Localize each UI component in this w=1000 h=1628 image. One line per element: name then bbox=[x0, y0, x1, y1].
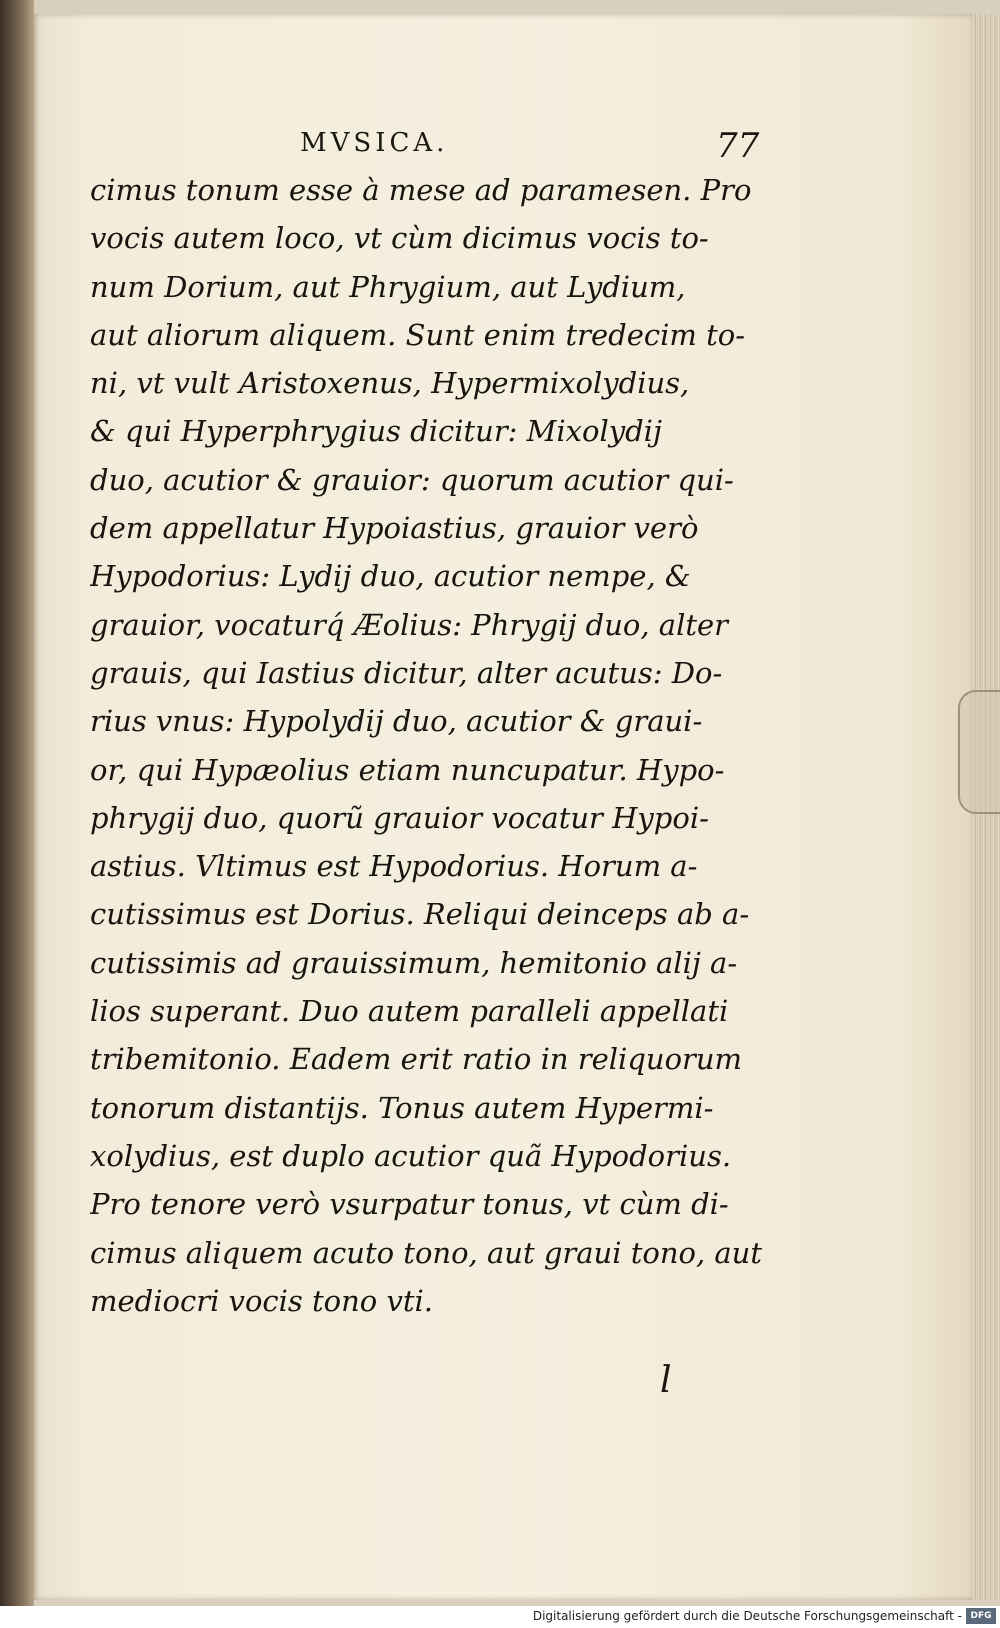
text-line: cimus tonum esse à mese ad paramesen. Pro bbox=[90, 173, 752, 207]
signature-mark: l bbox=[660, 1360, 672, 1401]
text-line: mediocri vocis tono vti. bbox=[90, 1283, 434, 1318]
text-line: cutissimis ad grauissimum, hemitonio alij a- bbox=[90, 945, 738, 980]
text-line: ni, vt vult Aristoxenus, Hypermixolydius, bbox=[90, 366, 690, 401]
text-line: num Dorium, aut Phrygium, aut Lydium, bbox=[90, 269, 686, 304]
text-line: aut aliorum aliquem. Sunt enim tredecim to- bbox=[90, 317, 746, 352]
digitization-credit: Digitalisierung gefördert durch die Deutsche Forschungsgemeinschaft - bbox=[532, 1609, 962, 1623]
body-text bbox=[90, 166, 790, 1325]
page-clip bbox=[958, 690, 1000, 814]
text-line: xolydius, est duplo acutior quã Hypodorius. bbox=[90, 1138, 732, 1173]
text-line: astius. Vltimus est Hypodorius. Horum a- bbox=[90, 849, 698, 884]
text-line: tonorum distantijs. Tonus autem Hypermi- bbox=[90, 1090, 714, 1125]
text-line: cutissimus est Dorius. Reliqui deinceps ab a- bbox=[90, 897, 750, 932]
text-line: dem appellatur Hypoiastius, grauior verò bbox=[90, 511, 699, 546]
text-line: tribemitonio. Eadem erit ratio in reliquorum bbox=[90, 1042, 743, 1077]
text-line: phrygij duo, quorũ grauior vocatur Hypoi- bbox=[90, 800, 709, 835]
dfg-logo: DFG bbox=[966, 1608, 996, 1624]
running-head: MVSICA. bbox=[300, 128, 449, 158]
text-line: Pro tenore verò vsurpatur tonus, vt cùm di- bbox=[90, 1187, 729, 1222]
text-line: cimus aliquem acuto tono, aut graui tono, aut bbox=[90, 1235, 763, 1270]
text-line: rius vnus: Hypolydij duo, acutior & graui- bbox=[90, 704, 703, 739]
text-line: Hypodorius: Lydij duo, acutior nempe, & bbox=[90, 559, 691, 594]
text-line: or, qui Hypæolius etiam nuncupatur. Hypo- bbox=[90, 752, 725, 787]
text-line: vocis autem loco, vt cùm dicimus vocis to- bbox=[90, 221, 709, 256]
book-binding bbox=[0, 0, 34, 1628]
text-line: grauis, qui Iastius dicitur, alter acutus: Do- bbox=[90, 655, 723, 690]
page-number: 77 bbox=[716, 126, 760, 166]
text-line: duo, acutior & grauior: quorum acutior qui- bbox=[90, 462, 734, 497]
text-line: grauior, vocaturq́ Æolius: Phrygij duo, alter bbox=[90, 607, 729, 642]
text-line: & qui Hyperphrygius dicitur: Mixolydij bbox=[90, 414, 662, 449]
text-line: lios superant. Duo autem paralleli appellati bbox=[90, 994, 729, 1029]
